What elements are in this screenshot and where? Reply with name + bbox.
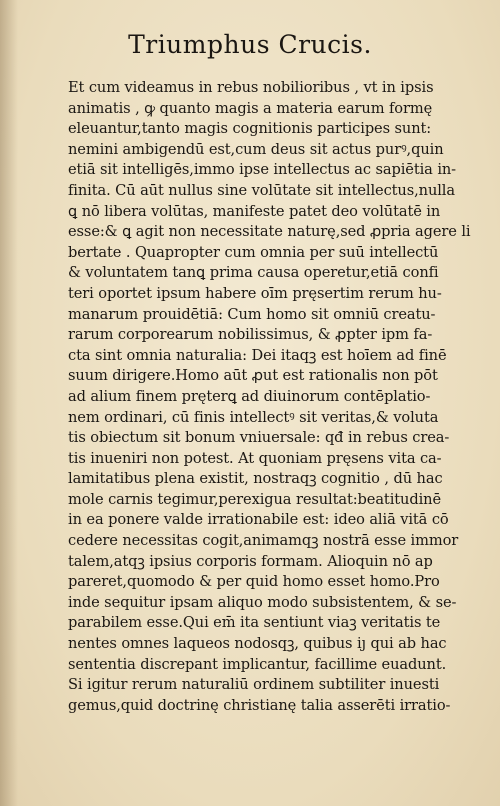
text-line: bertate . Quapropter cum omnia per suū intellectū xyxy=(68,243,439,261)
text-block xyxy=(68,78,478,716)
text-line: ꝗ nō libera volūtas, manifeste patet deo volūtatē in xyxy=(68,202,441,220)
text-line: tis obiectum sit bonum vniuersale: qđ in rebus crea- xyxy=(68,429,450,447)
text-line: tis inueniri non potest. At quoniam pręsens vita ca- xyxy=(68,449,442,467)
text-line: gemus,quid doctrinę christianę talia asserēti irratio- xyxy=(68,696,451,714)
text-line: pareret,quomodo & per quid homo esset homo.Pro xyxy=(68,573,440,591)
text-line: esse:& ꝗ agit non necessitate naturę,sed ꝓpria agere li xyxy=(68,223,471,241)
text-line: etiā sit intelligēs,immo ipse intellectus ac sapiētia in- xyxy=(68,161,457,179)
text-line: nemini ambigendū est,cum deus sit actus purꝰ,quin xyxy=(68,140,444,158)
text-line: ad alium finem pręterꝗ ad diuinorum contēplatio- xyxy=(68,387,431,405)
text-line: nentes omnes laqueos nodosqꝫ, quibus iȷ qui ab hac xyxy=(68,635,447,653)
text-line: cedere necessitas cogit,animamqꝫ nostrā esse immor xyxy=(68,532,459,550)
text-line: eleuantur,tanto magis cognitionis participes sunt: xyxy=(68,120,432,138)
text-line: rarum corporearum nobilissimus, & ꝓpter ipm fa- xyxy=(68,326,433,344)
text-line: finita. Cū aūt nullus sine volūtate sit intellectus,nulla xyxy=(68,181,455,199)
text-line: parabilem esse.Qui em̄ ita sentiunt viaꝫ veritatis te xyxy=(68,614,441,632)
running-head: Triumphus Crucis. xyxy=(128,30,372,59)
text-line: manarum prouidētiā: Cum homo sit omniū creatu- xyxy=(68,305,436,323)
text-line: sententia discrepant implicantur, facillime euadunt. xyxy=(68,655,447,673)
text-line: cta sint omnia naturalia: Dei itaqꝫ est hoīem ad finē xyxy=(68,346,447,364)
text-line: lamitatibus plena existit, nostraqꝫ cognitio , dū hac xyxy=(68,470,443,488)
text-line: Si igitur rerum naturaliū ordinem subtiliter inuesti xyxy=(68,676,440,694)
text-line: nem ordinari, cū finis intellectꝰ sit veritas,& voluta xyxy=(68,408,439,426)
text-line: mole carnis tegimur,perexigua resultat:beatitudinē xyxy=(68,490,441,508)
text-line: talem,atqꝫ ipsius corporis formam. Alioquin nō ap xyxy=(68,552,433,570)
text-line: in ea ponere valde irrationabile est: ideo aliā vitā cō xyxy=(68,511,449,529)
text-line: & voluntatem tanꝗ prima causa operetur,etiā confi xyxy=(68,264,439,282)
text-line: Et cum videamus in rebus nobilioribus , vt in ipsis xyxy=(68,79,434,96)
text-line: suum dirigere.Homo aūt ꝓut est rationalis non pōt xyxy=(68,367,438,385)
text-line: inde sequitur ipsam aliquo modo subsistentem, & se- xyxy=(68,593,457,611)
text-line: teri oportet ipsum habere oīm pręsertim rerum hu- xyxy=(68,284,442,302)
text-line: animatis , ꝙ quanto magis a materia earum formę xyxy=(68,99,433,117)
